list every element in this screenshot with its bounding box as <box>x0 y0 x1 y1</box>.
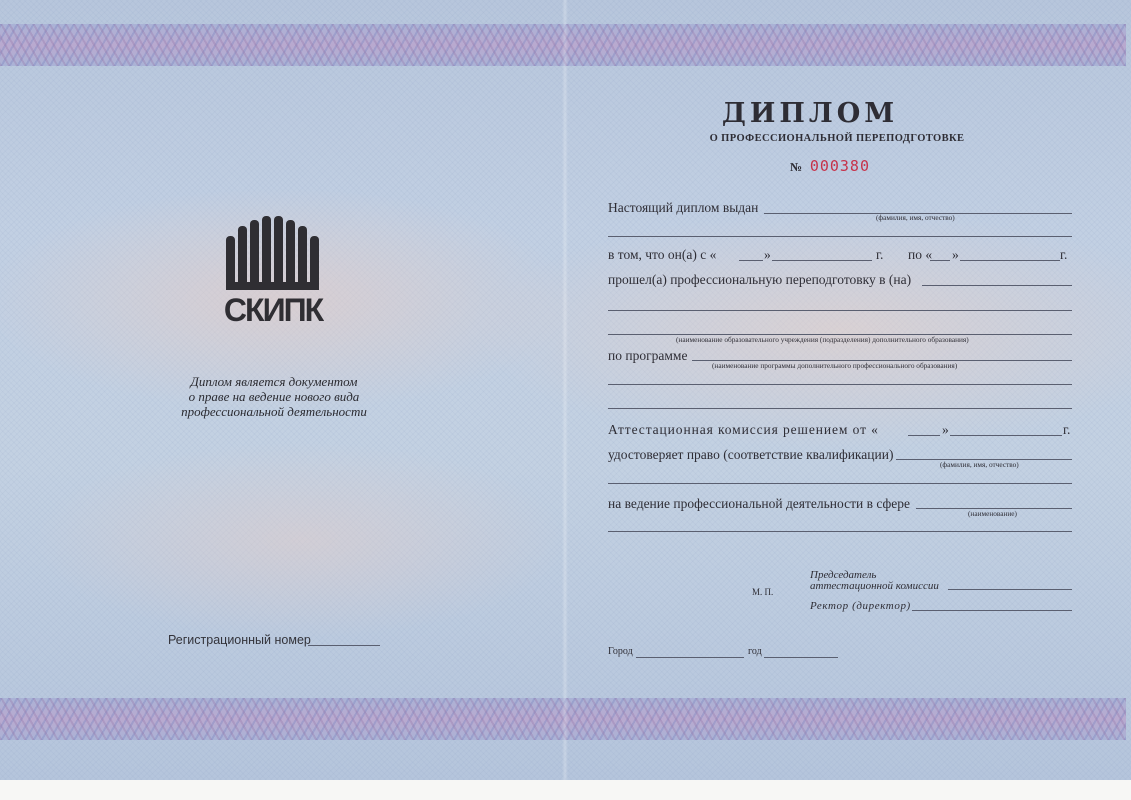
stamp-placeholder: М. П. <box>752 587 774 597</box>
program-field-2[interactable] <box>608 384 1072 385</box>
commission-prefix: Аттестационная комиссия решением от « <box>608 422 879 437</box>
period-to-quote-close: » <box>952 247 959 262</box>
number-prefix: № <box>790 160 803 174</box>
diploma-number <box>790 157 870 176</box>
chair-signature-field[interactable] <box>948 589 1072 590</box>
statement-line: Диплом является документом <box>190 374 358 389</box>
city-label: Город <box>608 646 633 657</box>
rector-title: Ректор (директор) <box>810 600 911 612</box>
program-label: по программе <box>608 348 688 363</box>
chair-title-line2: аттестационной комиссии <box>810 580 939 592</box>
sphere-label: на ведение профессиональной деятельности в сфере <box>608 496 910 511</box>
confirms-hint: (фамилия, имя, отчество) <box>940 460 1019 469</box>
institution-hint: (наименование образовательного учреждения (подразделения) дополнительного образования) <box>676 335 969 344</box>
rector-signature-field[interactable] <box>912 610 1072 611</box>
program-hint: (наименование программы дополнительного профессионального образования) <box>712 361 958 370</box>
diploma-subtitle: О ПРОФЕССИОНАЛЬНОЙ ПЕРЕПОДГОТОВКЕ <box>709 133 965 144</box>
diploma-statement <box>150 374 398 419</box>
program-field-3[interactable] <box>608 408 1072 409</box>
issued-hint: (фамилия, имя, отчество) <box>876 213 955 222</box>
skipk-logo-icon <box>224 214 324 324</box>
period-to-prefix: по « <box>908 247 933 262</box>
sphere-hint: (наименование) <box>968 509 1017 518</box>
institution-field-2[interactable] <box>608 310 1072 311</box>
year-field[interactable] <box>764 657 838 658</box>
page-fold <box>562 0 568 780</box>
issued-name-field-2[interactable] <box>608 236 1072 237</box>
commission-day-field[interactable] <box>908 435 940 436</box>
period-to-year-mark: г. <box>1060 247 1068 262</box>
commission-year-mark: г. <box>1063 422 1071 437</box>
period-from-month-field[interactable] <box>772 260 872 261</box>
city-field[interactable] <box>636 657 744 658</box>
confirms-name-field-2[interactable] <box>608 483 1072 484</box>
sphere-field-2[interactable] <box>608 531 1072 532</box>
registration-number-label: Регистрационный номер <box>168 633 311 647</box>
period-to-day-field[interactable] <box>930 260 950 261</box>
number-value: 000380 <box>809 157 870 175</box>
training-label: прошел(а) профессиональную переподготовку в (на) <box>608 272 912 287</box>
period-quote-close: » <box>764 247 771 262</box>
statement-line: профессиональной деятельности <box>181 404 367 419</box>
scan-margin <box>0 780 1131 800</box>
chair-title-line1: Председатель <box>810 569 877 581</box>
period-from-day-field[interactable] <box>739 260 763 261</box>
issued-label: Настоящий диплом выдан <box>608 200 759 215</box>
year-label: год <box>748 646 762 657</box>
period-to-month-field[interactable] <box>960 260 1060 261</box>
registration-number-field[interactable] <box>308 645 380 646</box>
svg-text:СКИПК: СКИПК <box>224 292 323 324</box>
statement-line: о праве на ведение нового вида <box>188 389 360 404</box>
period-prefix: в том, что он(а) с « <box>608 247 717 262</box>
institution-field[interactable] <box>922 285 1072 286</box>
period-from-year-mark: г. <box>876 247 884 262</box>
commission-month-field[interactable] <box>950 435 1062 436</box>
confirms-label: удостоверяет право (соответствие квалификации) <box>608 447 894 462</box>
commission-quote-close: » <box>942 422 949 437</box>
diploma-title: ДИПЛОМ <box>721 98 899 129</box>
